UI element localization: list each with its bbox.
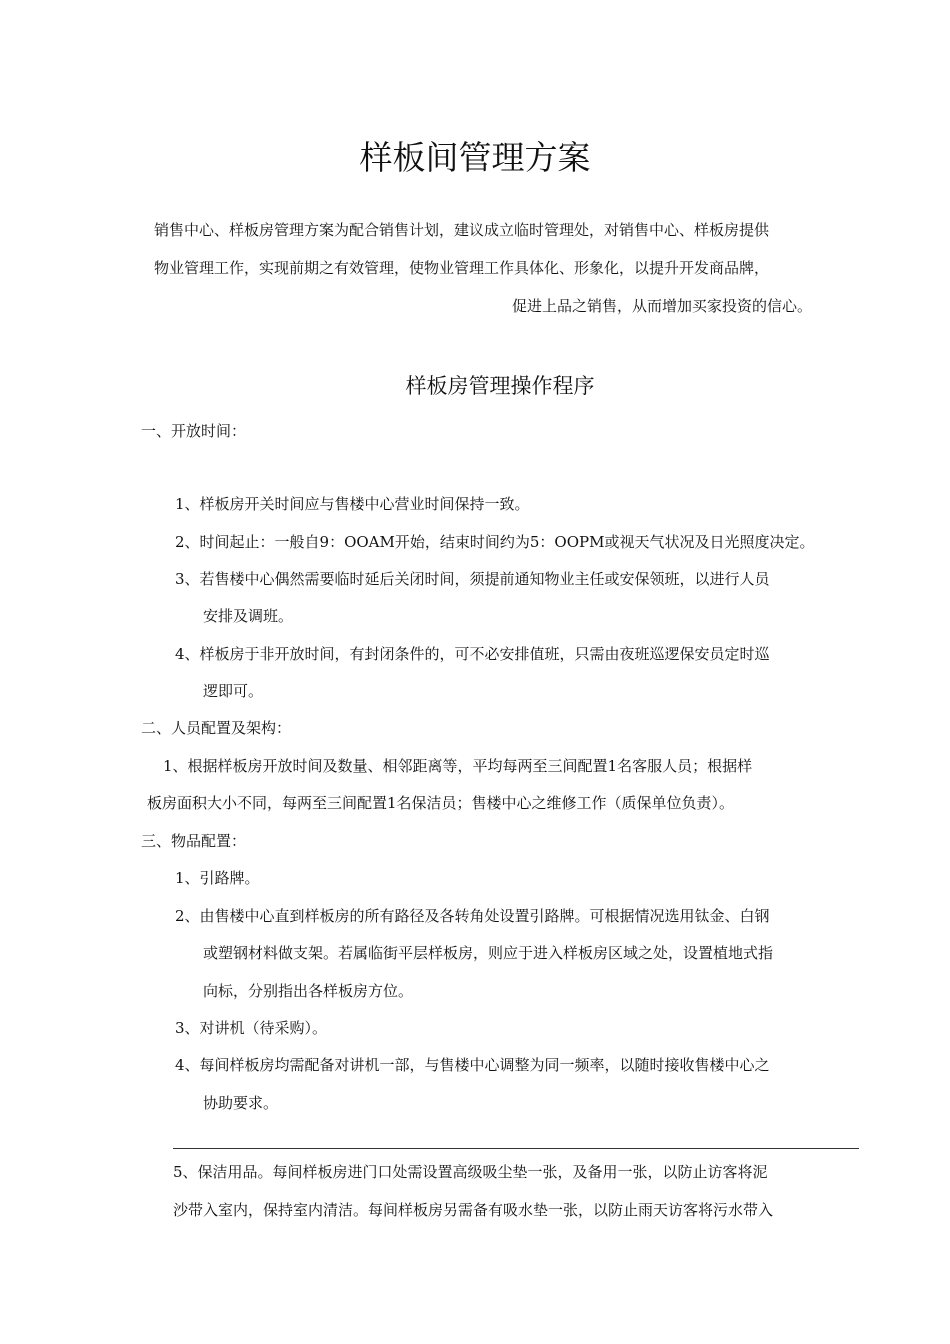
section-1-item-4: 4、样板房于非开放时间，有封闭条件的，可不必安排值班，只需由夜班巡逻保安员定时巡 bbox=[175, 645, 770, 663]
section-3-heading: 三、物品配置： bbox=[141, 832, 247, 850]
section-3-item-3: 3、对讲机（待采购）。 bbox=[175, 1019, 328, 1037]
section-3-item-2-cont-1: 或塑钢材料做支架。若属临街平层样板房，则应于进入样板房区域之处，设置植地式指 bbox=[203, 944, 774, 962]
section-1-item-3-cont: 安排及调班。 bbox=[203, 607, 294, 625]
section-3-item-2-cont-2: 向标，分别指出各样板房方位。 bbox=[203, 982, 414, 1000]
section-1-heading: 一、开放时间： bbox=[141, 422, 247, 440]
section-3-item-4-cont: 协助要求。 bbox=[203, 1094, 279, 1112]
intro-line-2: 物业管理工作，实现前期之有效管理，使物业管理工作具体化、形象化，以提升开发商品牌， bbox=[154, 259, 770, 277]
section-3-item-4: 4、每间样板房均需配备对讲机一部，与售楼中心调整为同一频率，以随时接收售楼中心之 bbox=[175, 1056, 770, 1074]
section-1-item-2: 2、时间起止：一般自9：OOAM开始，结束时间约为5：OOPM或视天气状况及日光照度决定。 bbox=[175, 533, 815, 551]
section-1-item-3: 3、若售楼中心偶然需要临时延后关闭时间，须提前通知物业主任或安保领班，以进行人员 bbox=[175, 570, 770, 588]
intro-line-1: 销售中心、样板房管理方案为配合销售计划，建议成立临时管理处，对销售中心、样板房提供 bbox=[154, 221, 770, 239]
section-3-item-2: 2、由售楼中心直到样板房的所有路径及各转角处设置引路牌。可根据情况选用钛金、白钢 bbox=[175, 907, 770, 925]
section-3-item-1: 1、引路牌。 bbox=[175, 869, 260, 887]
section-2-heading: 二、人员配置及架构： bbox=[141, 719, 292, 737]
section-subtitle: 样板房管理操作程序 bbox=[405, 374, 595, 398]
section-3-item-5: 5、保洁用品。每间样板房进门口处需设置高级吸尘垫一张，及备用一张，以防止访客将泥 bbox=[173, 1163, 768, 1181]
document-title: 样板间管理方案 bbox=[359, 138, 591, 177]
section-3-item-5-cont: 沙带入室内，保持室内清洁。每间样板房另需备有吸水垫一张，以防止雨天访客将污水带入 bbox=[173, 1201, 774, 1219]
section-1-item-4-cont: 逻即可。 bbox=[203, 682, 264, 700]
section-1-item-1: 1、样板房开关时间应与售楼中心营业时间保持一致。 bbox=[175, 495, 530, 513]
section-2-item-1: 1、根据样板房开放时间及数量、相邻距离等，平均每两至三间配置1名客服人员；根据样 bbox=[163, 757, 753, 775]
intro-line-3: 促进上品之销售，从而增加买家投资的信心。 bbox=[512, 297, 813, 315]
section-2-item-1-cont: 板房面积大小不同，每两至三间配置1名保洁员；售楼中心之维修工作（质保单位负责）。 bbox=[147, 794, 735, 812]
horizontal-divider bbox=[173, 1148, 859, 1149]
